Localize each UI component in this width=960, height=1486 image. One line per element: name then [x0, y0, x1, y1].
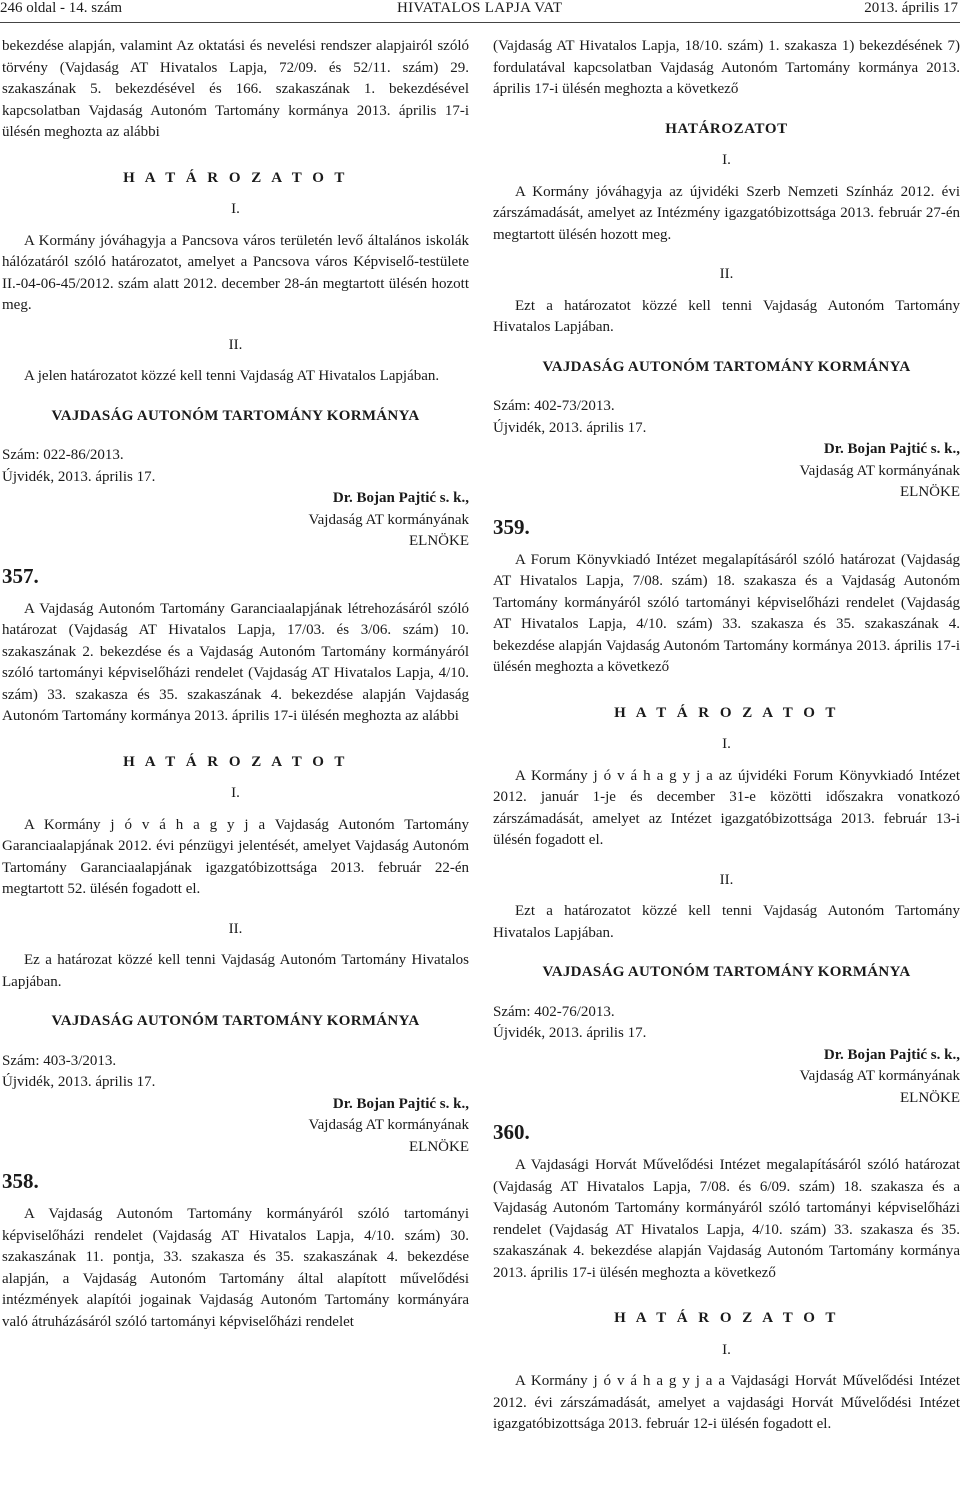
journal-title: HIVATALOS LAPJA VAT	[397, 0, 563, 16]
signatory-title: ELNÖKE	[409, 1138, 469, 1155]
decision-intro: A Vajdaság Autonóm Tartomány kormányáról szóló tartományi képviselőházi rendelet (Vajdaság AT Hivatalos Lapja, 4/10. szám) 30. szakaszának 11. pontja, 33. szakasza és 35. szakaszának 4. bekezdése alapján, a Vajdaság Autonóm Tartomány által alapított művelődési intézmények alapítói jogainak Vajdaság Autonóm Tartomány kormányára való átruházásáról szóló tartományi képviselőházi rendelet	[2, 1206, 469, 1330]
section-text: A Kormány j ó v á h a g y j a Vajdaság Autonóm Tartomány Garanciaalapjának 2012. évi pénzügyi jelentését, amelyet Vajdaság Autonóm Tartomány Garanciaalapjának igazgatóbizottsága 2013. február 22-én megtartott 52. ülésén fogadott el.	[2, 816, 469, 897]
document-number: Szám: 402-73/2013.	[493, 398, 615, 414]
section-number: I.	[231, 201, 240, 217]
signatory-name: Dr. Bojan Pajtić s. k.,	[823, 441, 960, 457]
document-date: Újvidék, 2013. április 17.	[493, 1025, 647, 1041]
right-column	[493, 36, 960, 1436]
page-header	[0, 0, 960, 24]
decision-number: 357.	[2, 563, 39, 588]
government-name: VAJDASÁG AUTONÓM TARTOMÁNY KORMÁNYA	[51, 407, 420, 424]
section-text: Ez a határozat közzé kell tenni Vajdaság Autonóm Tartomány Hivatalos Lapjában.	[2, 952, 469, 990]
signatory-title: ELNÖKE	[409, 533, 469, 549]
signature-block	[2, 488, 469, 553]
signatory-title: ELNÖKE	[900, 484, 960, 500]
decision-number: 359.	[493, 514, 530, 539]
section-text: A Kormány j ó v á h a g y j a a Vajdasági Horvát Művelődési Intézet 2012. évi zárszámadását, amelyet a vajdasági Horvát Művelődési Intézet igazgatóbizottsága 2013. február 12-i ülésén fogadott el.	[493, 1373, 960, 1432]
section-text: A Kormány jóváhagyja az újvidéki Szerb Nemzeti Színház 2012. évi zárszámadását, amelyet az Intézmény igazgatóbizottsága 2013. február 27-én megtartott ülésén hozott meg.	[493, 183, 960, 243]
section-number: II.	[719, 871, 734, 888]
signatory-name: Dr. Bojan Pajtić s. k.,	[332, 1095, 469, 1112]
signatory-role: Vajdaság AT kormányának	[799, 1068, 960, 1084]
section-number: II.	[228, 336, 243, 353]
section-number: I.	[722, 736, 731, 752]
government-name: VAJDASÁG AUTONÓM TARTOMÁNY KORMÁNYA	[542, 358, 911, 375]
decision-intro: A Vajdaság Autonóm Tartomány Garanciaalapjának létrehozásáról szóló határozat (Vajdaság AT Hivatalos Lapja, 17/03. és 3/06. szám) 10. szakaszának 2. bekezdése és a Vajdaság Autonóm Tartomány kormányáról szóló tartományi képviselőházi rendelet (Vajdaság AT Hivatalos Lapja, 4/10. szám) 33. szakasza és 35. szakaszának 4. bekezdése alapján Vajdaság Autonóm Tartomány kormánya 2013. április 17-i ülésén meghozta az alábbi	[2, 600, 469, 724]
intro-paragraph: (Vajdaság AT Hivatalos Lapja, 18/10. szám) 1. szakasza 1) bekezdésének 7) fordulatával kapcsolatban Vajdaság Autonóm Tartomány kormánya 2013. április 17-i ülésén meghozta a következő	[493, 38, 960, 97]
intro-paragraph: bekezdése alapján, valamint Az oktatási és nevelési rendszer alapjairól szóló törvény (Vajdaság AT Hivatalos Lapja, 72/09. és 52/11. szám) 29. szakaszának 5. bekezdésével és 166. szakaszának 1. bekezdésével kapcsolatban Vajdaság Autonóm Tartomány kormánya 2013. április 17-i ülésén meghozta az alábbi	[2, 38, 469, 140]
section-text: A Kormány jóváhagyja a Pancsova város területén levő általános iskolák hálózatáról szóló határozatot, amelyet a Pancsova város Képviselő-testülete II.-04-06-45/2012. szám alatt 2012. december 28-án megtartott ülésén hozott meg.	[2, 232, 469, 313]
signature-block	[2, 1094, 469, 1159]
page-number: 246 oldal - 14. szám	[0, 0, 123, 16]
section-number: II.	[719, 266, 734, 282]
document-date: Újvidék, 2013. április 17.	[493, 419, 647, 436]
section-number: I.	[231, 785, 240, 801]
decision-intro: A Forum Könyvkiadó Intézet megalapításáról szóló határozat (Vajdaság AT Hivatalos Lapja, 7/08. szám) 18. szakasza és a Vajdaság Autonóm Tartomány kormányáról szóló tartományi képviselőházi rendelet (Vajdaság AT Hivatalos Lapja, 4/10. szám) 33. szakasza és 35. szakaszának 4. bekezdése alapján Vajdaság Autonóm Tartomány kormánya 2013. április 17-i ülésén meghozta a következő	[493, 551, 960, 675]
decision-heading: H A T Á R O Z A T O T	[123, 753, 348, 770]
decision-intro: A Vajdasági Horvát Művelődési Intézet megalapításáról szóló határozat (Vajdaság AT Hivatalos Lapja, 7/08. és 6/09. szám) 18. szakasza és a Vajdaság Autonóm Tartomány kormányáról szóló tartományi képviselőházi rendelet (Vajdaság AT Hivatalos Lapja, 4/10. szám) 33. szakasza és 35. szakaszának 4. bekezdése alapján Vajdaság Autonóm Tartomány kormánya 2013. április 17-i ülésén meghozta a következő	[493, 1157, 960, 1281]
section-text: A jelen határozatot közzé kell tenni Vajdaság AT Hivatalos Lapjában.	[24, 368, 440, 384]
section-number: I.	[722, 1341, 731, 1358]
section-text: Ezt a határozatot közzé kell tenni Vajdaság Autonóm Tartomány Hivatalos Lapjában.	[493, 297, 960, 335]
section-text: Ezt a határozatot közzé kell tenni Vajdaság Autonóm Tartomány Hivatalos Lapjában.	[493, 903, 960, 941]
decision-heading: HATÁROZATOT	[665, 120, 788, 137]
section-number: I.	[722, 152, 731, 168]
document-number: Szám: 403-3/2013.	[2, 1052, 117, 1069]
signature-block	[493, 1045, 960, 1110]
issue-date: 2013. április 17	[864, 0, 958, 16]
document-number: Szám: 402-76/2013.	[493, 1003, 615, 1020]
document-date: Újvidék, 2013. április 17.	[2, 468, 156, 485]
decision-heading: H A T Á R O Z A T O T	[614, 704, 839, 721]
decision-number: 358.	[2, 1169, 39, 1193]
signatory-role: Vajdaság AT kormányának	[308, 511, 469, 528]
document-number: Szám: 022-86/2013.	[2, 447, 124, 463]
signatory-name: Dr. Bojan Pajtić s. k.,	[823, 1046, 960, 1063]
signatory-role: Vajdaság AT kormányának	[308, 1117, 469, 1133]
decision-number: 360.	[493, 1120, 530, 1144]
signatory-name: Dr. Bojan Pajtić s. k.,	[332, 490, 469, 506]
government-name: VAJDASÁG AUTONÓM TARTOMÁNY KORMÁNYA	[542, 964, 911, 980]
government-name: VAJDASÁG AUTONÓM TARTOMÁNY KORMÁNYA	[51, 1013, 420, 1029]
signature-block	[493, 439, 960, 504]
section-number: II.	[228, 920, 243, 937]
left-column	[2, 36, 469, 1333]
decision-heading: H A T Á R O Z A T O T	[614, 1310, 839, 1326]
signatory-title: ELNÖKE	[900, 1089, 960, 1106]
section-text: A Kormány j ó v á h a g y j a az újvidéki Forum Könyvkiadó Intézet 2012. január 1-je és december 31-e közötti időszakra vonatkozó zárszámadását, amelyet az Intézet igazgatóbizottsága 2013. február 13-i ülésén fogadott el.	[493, 767, 960, 848]
signatory-role: Vajdaság AT kormányának	[799, 462, 960, 479]
document-date: Újvidék, 2013. április 17.	[2, 1074, 156, 1090]
header-rule	[0, 22, 960, 23]
decision-heading: H A T Á R O Z A T O T	[123, 169, 348, 186]
